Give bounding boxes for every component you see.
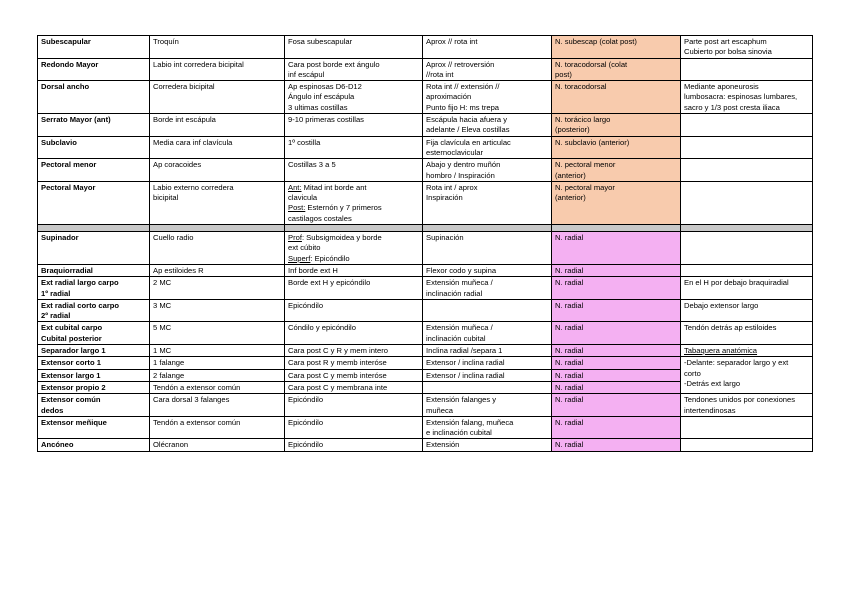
insertion-label: Prof: [288, 233, 302, 243]
notes-cell: [681, 264, 813, 276]
muscle-row: [38, 416, 813, 439]
nerve-cell: N. pectoral mayor (anterior): [552, 181, 681, 224]
muscle-name-cell: Extensor común dedos: [38, 394, 150, 417]
nerve-cell: N. radial: [552, 369, 681, 381]
muscle-row: [38, 81, 813, 114]
action-cell: Extensor / inclina radial: [423, 357, 552, 369]
insertion-cell: Costillas 3 a 5: [285, 159, 423, 182]
insertion-label: Ant:: [288, 182, 302, 192]
muscle-name-cell: Extensor meñique: [38, 416, 150, 439]
insertion-cell: Epicóndilo: [285, 416, 423, 439]
notes-cell: Tendones unidos por conexiones intertendinosas: [681, 394, 813, 417]
insertion-cell: Epicóndilo: [285, 439, 423, 451]
insertion-label: Superf: [288, 253, 311, 263]
origin-cell: Ap estiloides R: [150, 264, 285, 276]
muscle-name-cell: Ext cubital carpo Cubital posterior: [38, 322, 150, 345]
nerve-cell: N. toracodorsal: [552, 81, 681, 114]
origin-cell: Media cara inf clavícula: [150, 136, 285, 159]
muscle-row: [38, 136, 813, 159]
muscle-name-cell: Ancóneo: [38, 439, 150, 451]
origin-cell: Corredera bicipital: [150, 81, 285, 114]
insertion-cell: Ap espinosas D6-D12 Ángulo inf escápula 3 ultimas costillas: [285, 81, 423, 114]
nerve-cell: N. subescap (colat post): [552, 36, 681, 59]
insertion-cell: Cara post R y memb interóse: [285, 357, 423, 369]
muscle-name-cell: Dorsal ancho: [38, 81, 150, 114]
notes-cell: Tabaquera anatómica: [681, 345, 813, 357]
origin-cell: 1 falange: [150, 357, 285, 369]
muscle-row: [38, 264, 813, 276]
notes-cell: Parte post art escaphum Cubierto por bolsa sinovia: [681, 36, 813, 59]
notes-cell: En el H por debajo braquiradial: [681, 277, 813, 300]
notes-cell: [681, 439, 813, 451]
nerve-cell: N. radial: [552, 439, 681, 451]
notes-cell: Tendón detrás ap estiloides: [681, 322, 813, 345]
action-cell: Extensión: [423, 439, 552, 451]
separator-cell: [423, 225, 552, 232]
nerve-cell: N. radial: [552, 264, 681, 276]
origin-cell: 2 MC: [150, 277, 285, 300]
muscle-row: [38, 114, 813, 137]
insertion-cell: Borde ext H y epicóndilo: [285, 277, 423, 300]
origin-cell: Labio externo corredera bicipital: [150, 181, 285, 224]
notes-cell: -Delante: separador largo y ext corto -Detrás ext largo: [681, 357, 813, 394]
muscle-name-cell: Subescapular: [38, 36, 150, 59]
muscle-row: [38, 277, 813, 300]
muscle-name-cell: Extensor propio 2: [38, 381, 150, 393]
origin-cell: Cara dorsal 3 falanges: [150, 394, 285, 417]
nerve-cell: N. radial: [552, 357, 681, 369]
muscle-row: [38, 439, 813, 451]
insertion-cell: Epicóndilo: [285, 299, 423, 322]
nerve-cell: N. pectoral menor (anterior): [552, 159, 681, 182]
insertion-cell: Cóndilo y epicóndilo: [285, 322, 423, 345]
nerve-cell: N. radial: [552, 277, 681, 300]
action-cell: Escápula hacia afuera y adelante / Eleva costillas: [423, 114, 552, 137]
muscle-name-cell: Redondo Mayor: [38, 58, 150, 81]
insertion-cell: 1º costilla: [285, 136, 423, 159]
insertion-cell: Epicóndilo: [285, 394, 423, 417]
action-cell: Aprox // retroversión //rota int: [423, 58, 552, 81]
muscle-name-cell: Braquiorradial: [38, 264, 150, 276]
muscle-name-cell: Extensor largo 1: [38, 369, 150, 381]
muscle-row: [38, 345, 813, 357]
separator-cell: [38, 225, 150, 232]
nerve-cell: N. subclavio (anterior): [552, 136, 681, 159]
notes-cell: [681, 136, 813, 159]
nerve-cell: N. radial: [552, 394, 681, 417]
notes-cell: [681, 232, 813, 265]
insertion-cell: Cara post borde ext ángulo inf escápul: [285, 58, 423, 81]
separator-cell: [552, 225, 681, 232]
origin-cell: 3 MC: [150, 299, 285, 322]
muscle-name-cell: Ext radial largo carpo 1º radial: [38, 277, 150, 300]
insertion-cell: Cara post C y memb interóse: [285, 369, 423, 381]
muscle-name-cell: Pectoral Mayor: [38, 181, 150, 224]
muscle-row: [38, 159, 813, 182]
separator-cell: [681, 225, 813, 232]
muscle-name-cell: Extensor corto 1: [38, 357, 150, 369]
muscle-row: [38, 299, 813, 322]
insertion-cell: 9-10 primeras costillas: [285, 114, 423, 137]
notes-cell: Mediante aponeurosis lumbosacra: espinosas lumbares, sacro y 1/3 post cresta iliaca: [681, 81, 813, 114]
separator-cell: [285, 225, 423, 232]
nerve-cell: N. radial: [552, 381, 681, 393]
action-cell: Rota int // extensión // aproximación Punto fijo H: ms trepa: [423, 81, 552, 114]
insertion-cell: Fosa subescapular: [285, 36, 423, 59]
nerve-cell: N. radial: [552, 322, 681, 345]
notes-cell: [681, 114, 813, 137]
insertion-cell: Inf borde ext H: [285, 264, 423, 276]
muscle-row: [38, 357, 813, 369]
notes-cell: [681, 159, 813, 182]
origin-cell: Cuello radio: [150, 232, 285, 265]
muscle-name-cell: Serrato Mayor (ant): [38, 114, 150, 137]
muscle-table: [37, 35, 813, 452]
notes-cell: Debajo extensor largo: [681, 299, 813, 322]
nerve-cell: N. torácico largo (posterior): [552, 114, 681, 137]
muscle-row: [38, 58, 813, 81]
action-cell: Rota int / aprox Inspiración: [423, 181, 552, 224]
action-cell: Fija clavícula en articulac esternoclavicular: [423, 136, 552, 159]
origin-cell: 5 MC: [150, 322, 285, 345]
insertion-cell: Ant: Mitad int borde ant clavicula Post: Esternón y 7 primeros castilagos costales: [285, 181, 423, 224]
origin-cell: 1 MC: [150, 345, 285, 357]
action-cell: Extensión falanges y muñeca: [423, 394, 552, 417]
nerve-cell: N. radial: [552, 345, 681, 357]
action-cell: [423, 299, 552, 322]
muscle-name-cell: Pectoral menor: [38, 159, 150, 182]
action-cell: Inclina radial /separa 1: [423, 345, 552, 357]
muscle-row: [38, 394, 813, 417]
muscle-name-cell: Separador largo 1: [38, 345, 150, 357]
muscle-row: [38, 181, 813, 224]
notes-cell: [681, 58, 813, 81]
separator-cell: [150, 225, 285, 232]
nerve-cell: N. radial: [552, 299, 681, 322]
action-cell: [423, 381, 552, 393]
nerve-cell: N. toracodorsal (colat post): [552, 58, 681, 81]
origin-cell: 2 falange: [150, 369, 285, 381]
muscle-row: [38, 232, 813, 265]
action-cell: Extensión falang, muñeca e inclinación cubital: [423, 416, 552, 439]
action-cell: Flexor codo y supina: [423, 264, 552, 276]
origin-cell: Olécranon: [150, 439, 285, 451]
nerve-cell: N. radial: [552, 232, 681, 265]
action-cell: Extensión muñeca / inclinación cubital: [423, 322, 552, 345]
action-cell: Extensor / inclina radial: [423, 369, 552, 381]
origin-cell: Ap coracoides: [150, 159, 285, 182]
muscle-name-cell: Subclavio: [38, 136, 150, 159]
action-cell: Abajo y dentro muñón hombro / Inspiración: [423, 159, 552, 182]
section-separator-row: [38, 225, 813, 232]
action-cell: Supinación: [423, 232, 552, 265]
muscle-row: [38, 36, 813, 59]
origin-cell: Tendón a extensor común: [150, 381, 285, 393]
insertion-cell: Cara post C y R y mem intero: [285, 345, 423, 357]
action-cell: Extensión muñeca / inclinación radial: [423, 277, 552, 300]
insertion-cell: Cara post C y membrana inte: [285, 381, 423, 393]
notes-cell: [681, 181, 813, 224]
muscle-name-cell: Supinador: [38, 232, 150, 265]
insertion-label: Post:: [288, 203, 306, 213]
origin-cell: Borde int escápula: [150, 114, 285, 137]
origin-cell: Labio int corredera bicipital: [150, 58, 285, 81]
origin-cell: Tendón a extensor común: [150, 416, 285, 439]
notes-cell: [681, 416, 813, 439]
insertion-cell: Prof: Subsigmoidea y borde ext cúbito Superf: Epicóndilo: [285, 232, 423, 265]
muscle-name-cell: Ext radial corto carpo 2º radial: [38, 299, 150, 322]
muscle-table-body: [38, 36, 813, 452]
origin-cell: Troquín: [150, 36, 285, 59]
action-cell: Aprox // rota int: [423, 36, 552, 59]
muscle-row: [38, 322, 813, 345]
nerve-cell: N. radial: [552, 416, 681, 439]
